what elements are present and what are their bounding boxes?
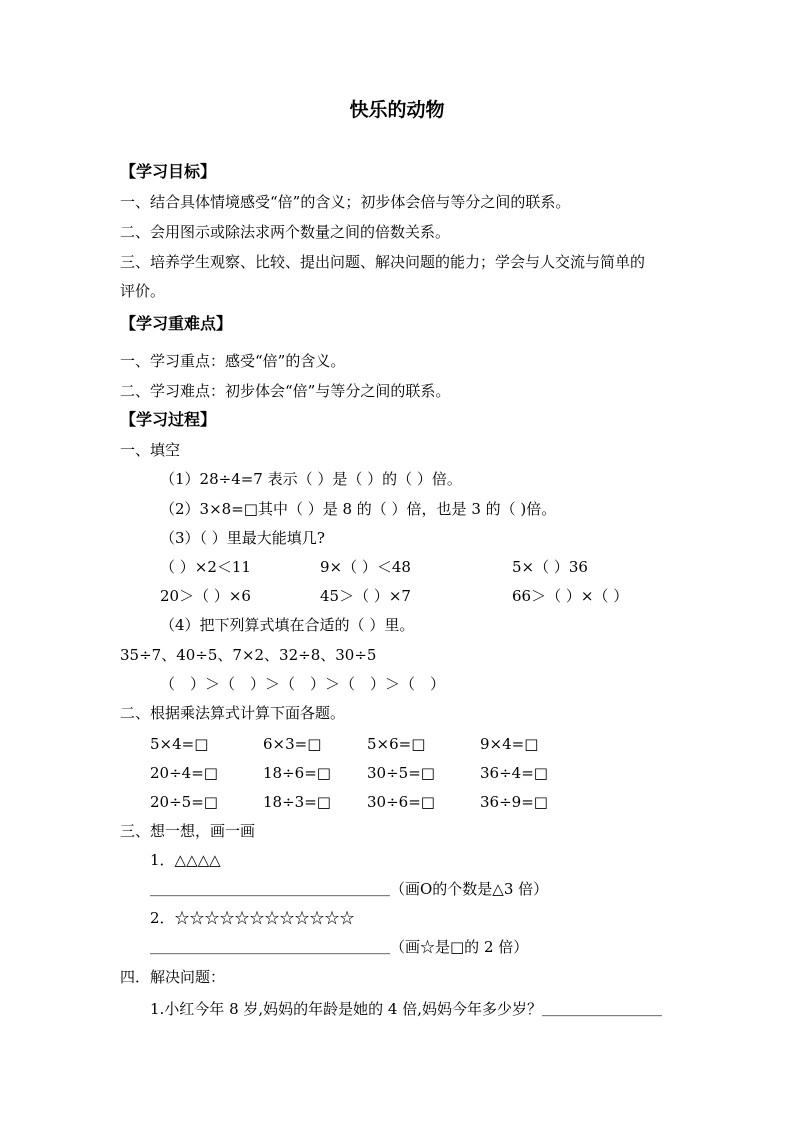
inequality-cell: 5×（ ）36: [512, 558, 588, 576]
goal-item-1: 一、结合具体情境感受“倍”的含义；初步体会倍与等分之间的联系。: [120, 193, 571, 211]
part4-title: 四．解决问题：: [120, 968, 226, 986]
calc-cell: 9×4=□: [480, 735, 539, 753]
inequality-cell: （ ）×2＜11: [160, 558, 251, 576]
goal-item-3-continued: 评价。: [120, 282, 166, 300]
ordering-blanks: （ ）＞（ ）＞（ ）＞（ ）＞（ ）: [160, 675, 446, 693]
calc-cell: 5×6=□: [367, 735, 426, 753]
process-heading: 【学习过程】: [120, 410, 217, 429]
calc-cell: 30÷6=□: [367, 793, 435, 811]
part2-title: 二、根据乘法算式计算下面各题。: [120, 704, 346, 722]
calc-cell: 20÷4=□: [150, 764, 218, 782]
calc-cell: 5×4=□: [150, 735, 209, 753]
calc-cell: 18÷3=□: [263, 793, 331, 811]
key-points-heading: 【学习重难点】: [120, 314, 233, 333]
calc-cell: 30÷5=□: [367, 764, 435, 782]
fill-question-3: （3）（ ）里最大能填几?: [160, 529, 325, 547]
calc-cell: 18÷6=□: [263, 764, 331, 782]
calc-cell: 6×3=□: [263, 735, 322, 753]
fill-question-2: （2）3×8=□其中（ ）是 8 的（ ）倍，也是 3 的（ )倍。: [160, 500, 557, 518]
page-title: 快乐的动物: [349, 99, 445, 121]
draw-blank-1: ＿＿＿＿＿＿＿＿＿＿＿＿＿＿＿＿（画O的个数是△3 倍）: [150, 880, 549, 898]
draw-item-1: 1．△△△△: [150, 851, 221, 869]
inequality-cell: 45＞（ ）×7: [320, 587, 411, 605]
fill-question-1: （1）28÷4=7 表示（ ）是（ ）的（ ）倍。: [160, 470, 462, 488]
part3-title: 三、想一想，画一画: [120, 822, 256, 840]
word-problem-1: 1.小红今年 8 岁,妈妈的年龄是她的 4 倍,妈妈今年多少岁？＿＿＿＿＿＿＿＿: [150, 1000, 663, 1018]
calc-cell: 36÷9=□: [480, 793, 548, 811]
draw-blank-2: ＿＿＿＿＿＿＿＿＿＿＿＿＿＿＿＿（画☆是□的 2 倍）: [150, 938, 529, 956]
goal-item-3: 三、培养学生观察、比较、提出问题、解决问题的能力；学会与人交流与简单的: [120, 253, 646, 271]
expression-list: 35÷7、40÷5、7×2、32÷8、30÷5: [120, 646, 377, 664]
part1-title: 一、填空: [120, 441, 181, 459]
inequality-cell: 20＞（ ）×6: [160, 587, 251, 605]
draw-item-2: 2．☆☆☆☆☆☆☆☆☆☆☆☆: [150, 909, 355, 927]
calc-cell: 20÷5=□: [150, 793, 218, 811]
key-point-2: 二、学习难点：初步体会“倍”与等分之间的联系。: [120, 382, 451, 400]
goal-item-2: 二、会用图示或除法求两个数量之间的倍数关系。: [120, 223, 451, 241]
inequality-cell: 9×（ ）＜48: [320, 558, 411, 576]
fill-question-4: （4）把下列算式填在合适的（ ）里。: [160, 616, 415, 634]
key-point-1: 一、学习重点：感受“倍”的含义。: [120, 352, 346, 370]
goals-heading: 【学习目标】: [120, 162, 217, 181]
inequality-cell: 66＞（ ）×（ ）: [512, 587, 629, 605]
calc-cell: 36÷4=□: [480, 764, 548, 782]
